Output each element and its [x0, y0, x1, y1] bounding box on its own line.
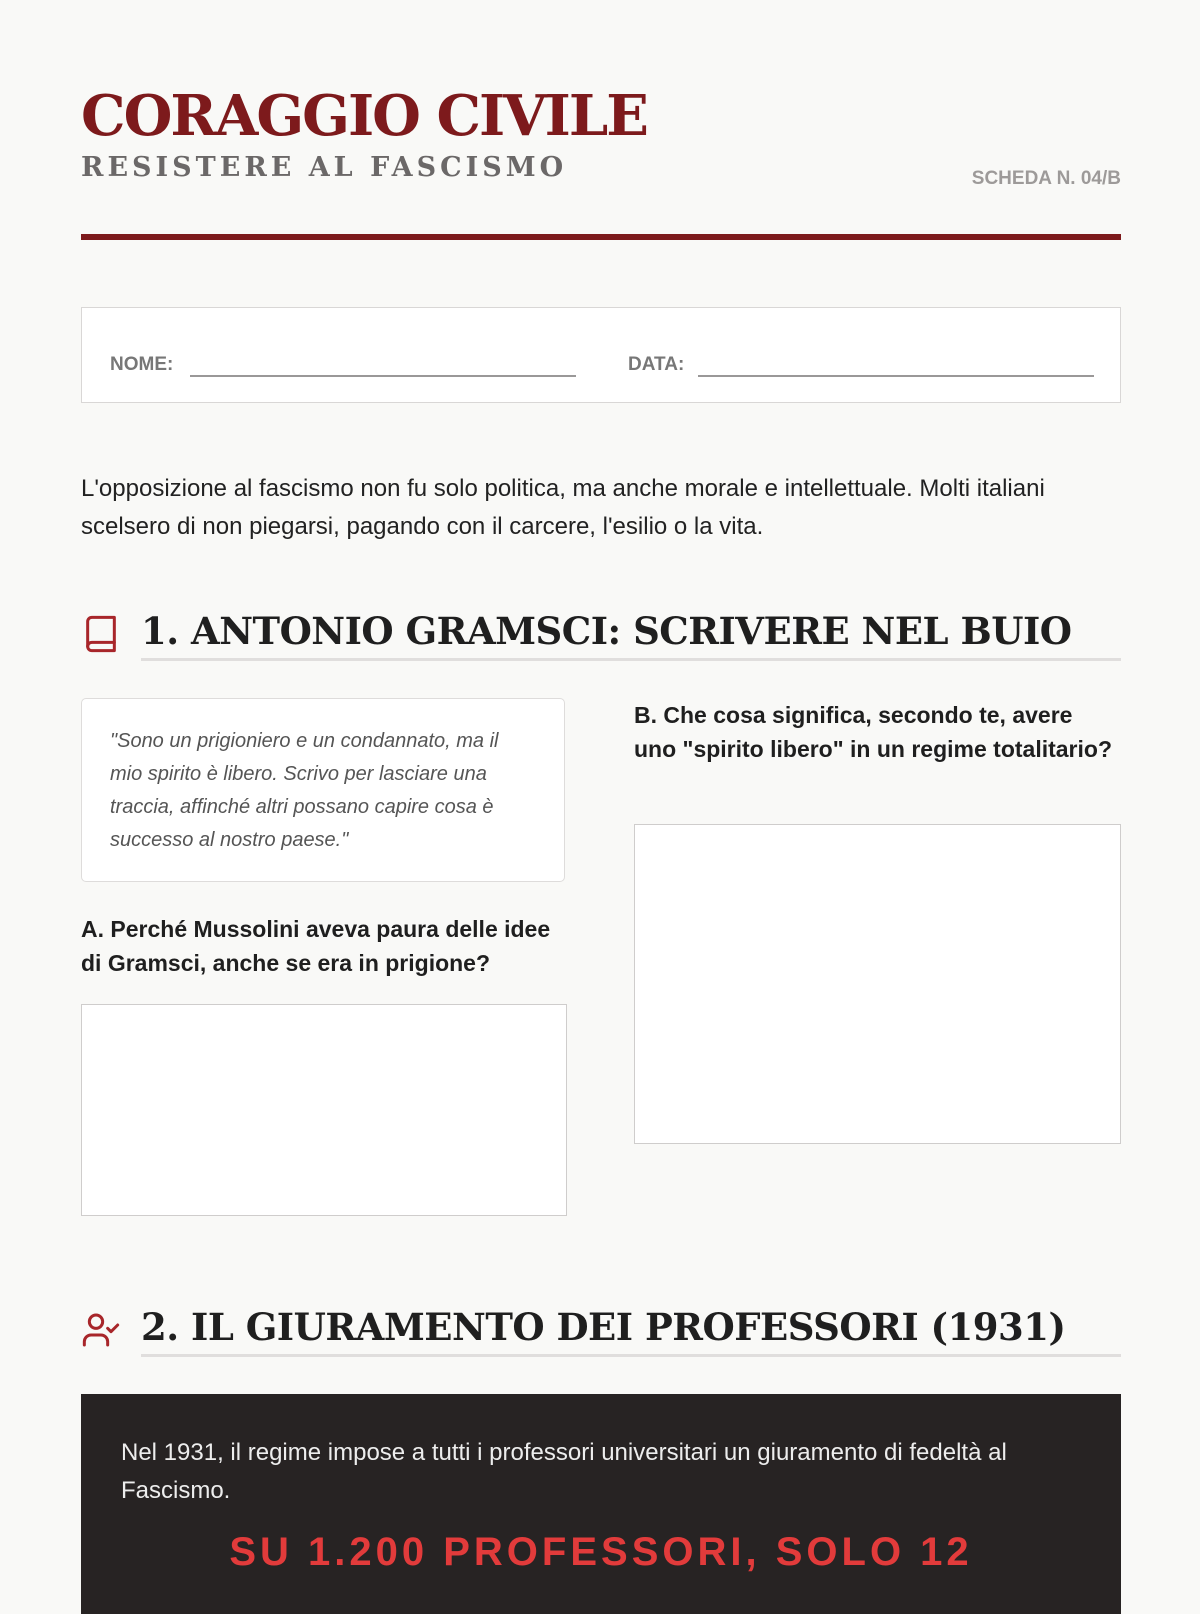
sheet-code: SCHEDA N. 04/B — [971, 168, 1121, 189]
answer-box-a[interactable] — [81, 1004, 567, 1216]
name-label: NOME: — [110, 354, 174, 375]
question-b: B. Che cosa significa, secondo te, avere uno "spirito libero" in un regime totalitario? — [634, 702, 1112, 762]
date-field[interactable] — [698, 375, 1094, 377]
student-info-box — [81, 307, 1121, 403]
oath-panel-stat: SU 1.200 PROFESSORI, SOLO 12 — [229, 1530, 973, 1574]
quote-text: "Sono un prigioniero e un condannato, ma il mio spirito è libero. Scrivo per lasciare una traccia, affinché altri possano capire cosa è successo al nostro paese." — [110, 730, 499, 851]
gramsci-quote — [81, 698, 565, 882]
name-field[interactable] — [190, 375, 576, 377]
date-label: DATA: — [628, 354, 685, 375]
section-1-header — [81, 606, 1121, 666]
intro-text: L'opposizione al fascismo non fu solo politica, ma anche morale e intellettuale. Molti italiani scelsero di non piegarsi, pagando con il carcere, l'esilio o la vita. — [81, 475, 1045, 540]
page-header — [81, 82, 1121, 242]
section-1-title: 1. ANTONIO GRAMSCI: SCRIVERE NEL BUIO — [141, 609, 1072, 653]
section-2-divider — [141, 1354, 1121, 1357]
header-divider — [81, 234, 1121, 240]
user-check-icon — [81, 1310, 121, 1350]
page-title: CORAGGIO CIVILE — [81, 83, 647, 149]
question-a: A. Perché Mussolini aveva paura delle idee di Gramsci, anche se era in prigione? — [81, 916, 551, 976]
section-2-title: 2. IL GIURAMENTO DEI PROFESSORI (1931) — [141, 1305, 1066, 1349]
section-1-divider — [141, 658, 1121, 661]
page-subtitle: RESISTERE AL FASCISMO — [81, 152, 568, 183]
book-icon — [81, 614, 121, 654]
oath-panel — [81, 1394, 1121, 1614]
section-2-header — [81, 1302, 1121, 1362]
answer-box-b[interactable] — [634, 824, 1121, 1144]
oath-panel-text: Nel 1931, il regime impose a tutti i professori universitari un giuramento di fedeltà al Fascismo. — [121, 1439, 1007, 1504]
